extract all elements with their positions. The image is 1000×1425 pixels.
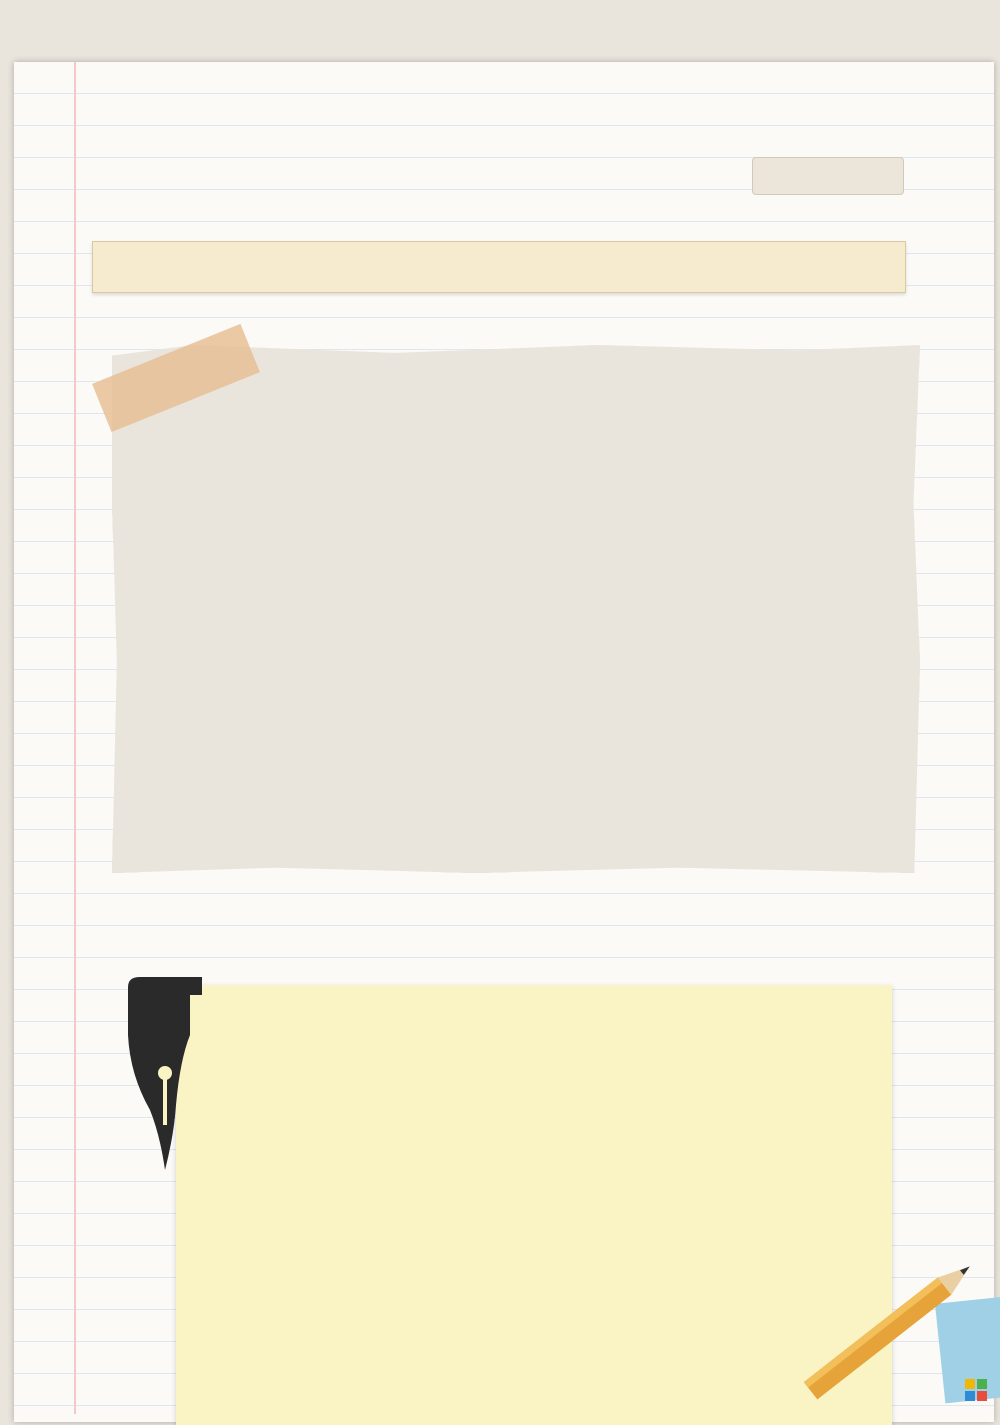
liveworksheets-brand: [965, 1374, 990, 1405]
side-spiral-binding: [0, 80, 60, 1414]
margin-line: [74, 62, 76, 1414]
reading-passage-card: [112, 345, 920, 873]
grade-badge: [752, 157, 904, 195]
fountain-pen-icon: [120, 975, 220, 1175]
liveworksheets-logo-icon: [965, 1379, 987, 1401]
top-spiral-binding: [0, 40, 1000, 110]
topic-banner: [92, 241, 906, 293]
